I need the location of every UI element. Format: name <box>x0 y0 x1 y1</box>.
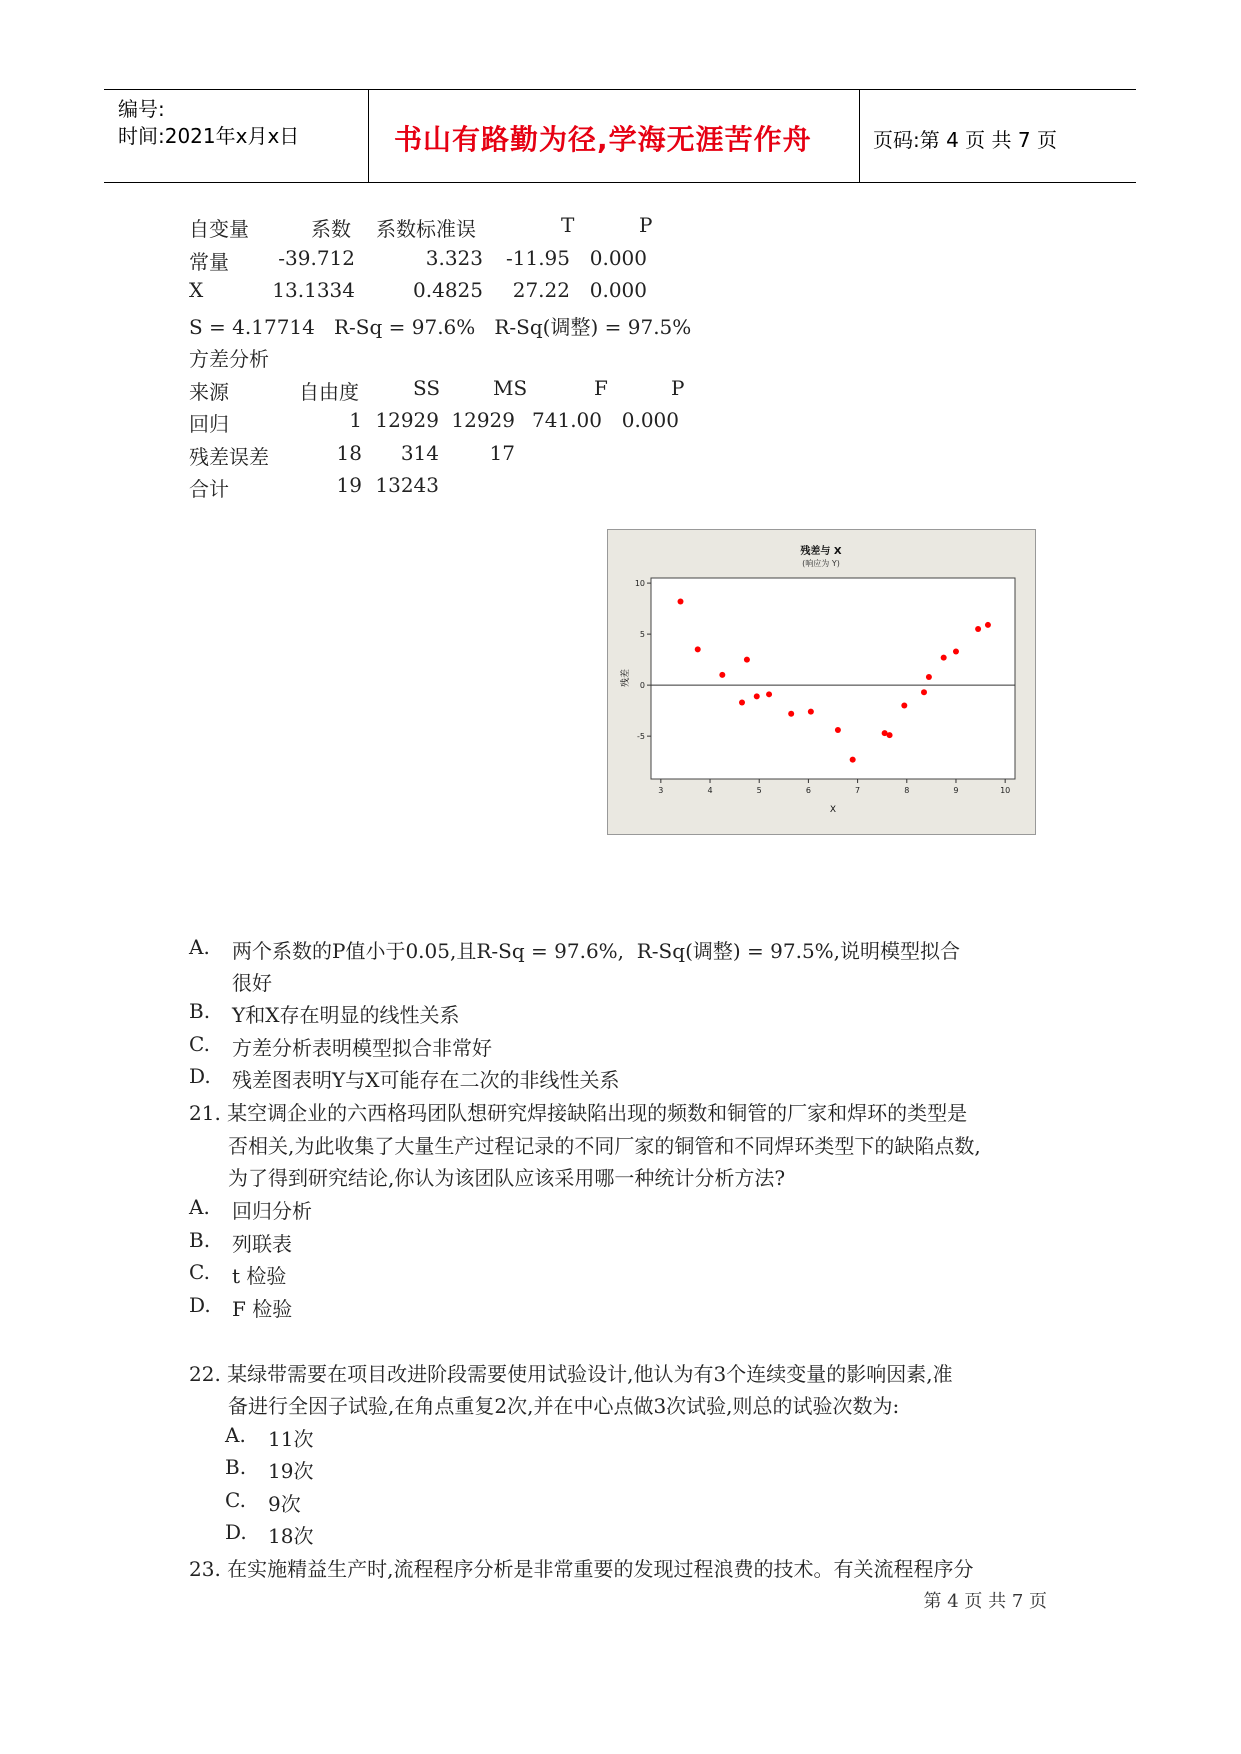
q21-option-a-label: A. <box>189 1195 210 1219</box>
anova-header-ms: MS <box>493 375 528 400</box>
anova-cell: 19 <box>336 473 362 497</box>
coef-cell: 0.000 <box>589 278 647 302</box>
anova-cell: 合计 <box>189 477 229 501</box>
header-page-label: 页码:第 4 页 共 7 页 <box>873 128 1057 152</box>
q22-option-c-label: C. <box>225 1488 246 1512</box>
q20-option-a-text-cont: 很好 <box>232 971 272 995</box>
q22-option-d-text: 18次 <box>268 1524 314 1548</box>
x-tick-label: 10 <box>1000 786 1011 795</box>
q21-option-c-text: t 检验 <box>232 1264 287 1288</box>
residual-plot <box>608 530 1035 834</box>
anova-header-f: F <box>594 375 608 400</box>
data-point <box>678 598 684 604</box>
q22-option-b-text: 19次 <box>268 1459 314 1483</box>
coef-cell: 13.1334 <box>272 278 355 302</box>
residual-plot-figure <box>607 529 1036 835</box>
anova-cell: 13243 <box>375 473 439 497</box>
q21-stem-line3: 为了得到研究结论,你认为该团队应该采用哪一种统计分析方法? <box>228 1166 786 1190</box>
q21-option-c-label: C. <box>189 1260 210 1284</box>
data-point <box>887 732 893 738</box>
data-point <box>835 727 841 733</box>
header-divider-right <box>859 89 860 182</box>
q21-option-d-label: D. <box>189 1293 211 1317</box>
coef-cell: 3.323 <box>425 245 483 270</box>
anova-cell: 741.00 <box>532 408 602 432</box>
anova-cell: 17 <box>489 440 515 465</box>
coef-cell: X <box>189 278 204 302</box>
anova-cell: 残差误差 <box>189 444 269 469</box>
header-top-rule <box>104 89 1136 90</box>
q22-option-a-label: A. <box>225 1423 246 1447</box>
q22-option-d-label: D. <box>225 1520 247 1544</box>
q23-stem-line1: 23. 在实施精益生产时,流程程序分析是非常重要的发现过程浪费的技术。有关流程程序分 <box>189 1557 974 1581</box>
q20-option-a-text: 两个系数的P值小于0.05,且R-Sq = 97.6%, R-Sq(调整) = 97.5%,说明模型拟合 <box>232 939 961 963</box>
data-point <box>739 699 745 705</box>
q22-option-c-text: 9次 <box>268 1492 301 1516</box>
data-point <box>719 672 725 678</box>
anova-header-source: 来源 <box>189 379 229 404</box>
q21-option-d-text: F 检验 <box>232 1297 293 1321</box>
coef-cell: 27.22 <box>512 278 570 302</box>
coef-cell: 常量 <box>189 249 229 274</box>
data-point <box>754 693 760 699</box>
q20-option-c-label: C. <box>189 1032 210 1056</box>
x-tick-label: 9 <box>953 786 959 795</box>
coef-cell: -11.95 <box>505 245 570 270</box>
plot-area <box>651 578 1015 779</box>
q20-option-b-text: Y和X存在明显的线性关系 <box>232 1003 460 1027</box>
q21-option-a-text: 回归分析 <box>232 1199 312 1223</box>
data-point <box>788 711 794 717</box>
data-point <box>695 646 701 652</box>
anova-cell: 1 <box>349 408 362 432</box>
anova-header-df: 自由度 <box>299 379 359 404</box>
data-point <box>926 674 932 680</box>
q22-stem-line2: 备进行全因子试验,在角点重复2次,并在中心点做3次试验,则总的试验次数为: <box>228 1394 900 1418</box>
anova-cell: 回归 <box>189 412 229 436</box>
q22-option-b-label: B. <box>225 1455 247 1479</box>
q20-option-c-text: 方差分析表明模型拟合非常好 <box>232 1036 492 1060</box>
y-tick-label: 0 <box>639 681 645 691</box>
coef-header-t: T <box>561 213 575 237</box>
data-point <box>850 757 856 763</box>
fit-stats: S = 4.17714 R-Sq = 97.6% R-Sq(调整) = 97.5% <box>189 314 692 339</box>
q21-option-b-text: 列联表 <box>232 1232 292 1256</box>
coef-header-p: P <box>639 213 653 237</box>
data-point <box>901 703 907 709</box>
q22-stem-line1: 22. 某绿带需要在项目改进阶段需要使用试验设计,他认为有3个连续变量的影响因素,准 <box>189 1362 953 1386</box>
anova-cell: 18 <box>336 440 362 465</box>
data-point <box>921 689 927 695</box>
data-point <box>744 657 750 663</box>
y-tick-label: -5 <box>637 732 645 742</box>
x-tick-label: 7 <box>855 786 861 795</box>
doc-time-label: 时间:2021年x月x日 <box>118 124 300 148</box>
y-axis-label: 残差 <box>621 668 631 688</box>
anova-cell: 12929 <box>375 408 439 432</box>
data-point <box>941 655 947 661</box>
y-tick-label: 5 <box>639 630 645 640</box>
x-tick-label: 6 <box>805 786 811 795</box>
coef-header-se: 系数标准误 <box>376 217 476 241</box>
coef-header-coef: 系数 <box>311 217 351 241</box>
anova-cell: 314 <box>400 440 439 465</box>
x-tick-label: 3 <box>658 786 664 795</box>
q20-option-a-label: A. <box>189 935 210 959</box>
data-point <box>975 626 981 632</box>
chart-title: 残差与 X <box>800 546 842 557</box>
anova-header-p: P <box>671 375 685 400</box>
data-point <box>808 709 814 715</box>
x-axis-label: X <box>829 805 837 815</box>
doc-number-label: 编号: <box>118 97 165 121</box>
q20-option-d-text: 残差图表明Y与X可能存在二次的非线性关系 <box>232 1068 620 1092</box>
data-point <box>953 648 959 654</box>
header-motto: 书山有路勤为径,学海无涯苦作舟 <box>394 123 812 156</box>
q21-stem-line2: 否相关,为此收集了大量生产过程记录的不同厂家的铜管和不同焊环类型下的缺陷点数, <box>228 1134 981 1158</box>
x-tick-label: 8 <box>904 786 910 795</box>
anova-cell: 12929 <box>451 408 515 432</box>
coef-cell: 0.000 <box>589 245 647 270</box>
q21-stem-line1: 21. 某空调企业的六西格玛团队想研究焊接缺陷出现的频数和铜管的厂家和焊环的类型是 <box>189 1101 968 1125</box>
x-tick-label: 4 <box>707 786 713 795</box>
header-bottom-rule <box>104 182 1136 183</box>
anova-cell: 0.000 <box>621 408 679 432</box>
anova-header-ss: SS <box>413 375 441 400</box>
coef-cell: -39.712 <box>278 245 355 270</box>
q21-option-b-label: B. <box>189 1228 211 1252</box>
header-divider-left <box>368 89 369 182</box>
anova-title: 方差分析 <box>189 347 269 371</box>
data-point <box>985 622 991 628</box>
coef-header-predictor: 自变量 <box>189 217 249 241</box>
x-tick-label: 5 <box>756 786 762 795</box>
q20-option-d-label: D. <box>189 1064 211 1088</box>
coef-cell: 0.4825 <box>413 278 483 302</box>
chart-subtitle: (响应为 Y) <box>802 559 840 568</box>
page-footer: 第 4 页 共 7 页 <box>923 1591 1047 1612</box>
y-tick-label: 10 <box>634 579 645 589</box>
q22-option-a-text: 11次 <box>268 1427 314 1451</box>
data-point <box>766 691 772 697</box>
q20-option-b-label: B. <box>189 999 211 1023</box>
